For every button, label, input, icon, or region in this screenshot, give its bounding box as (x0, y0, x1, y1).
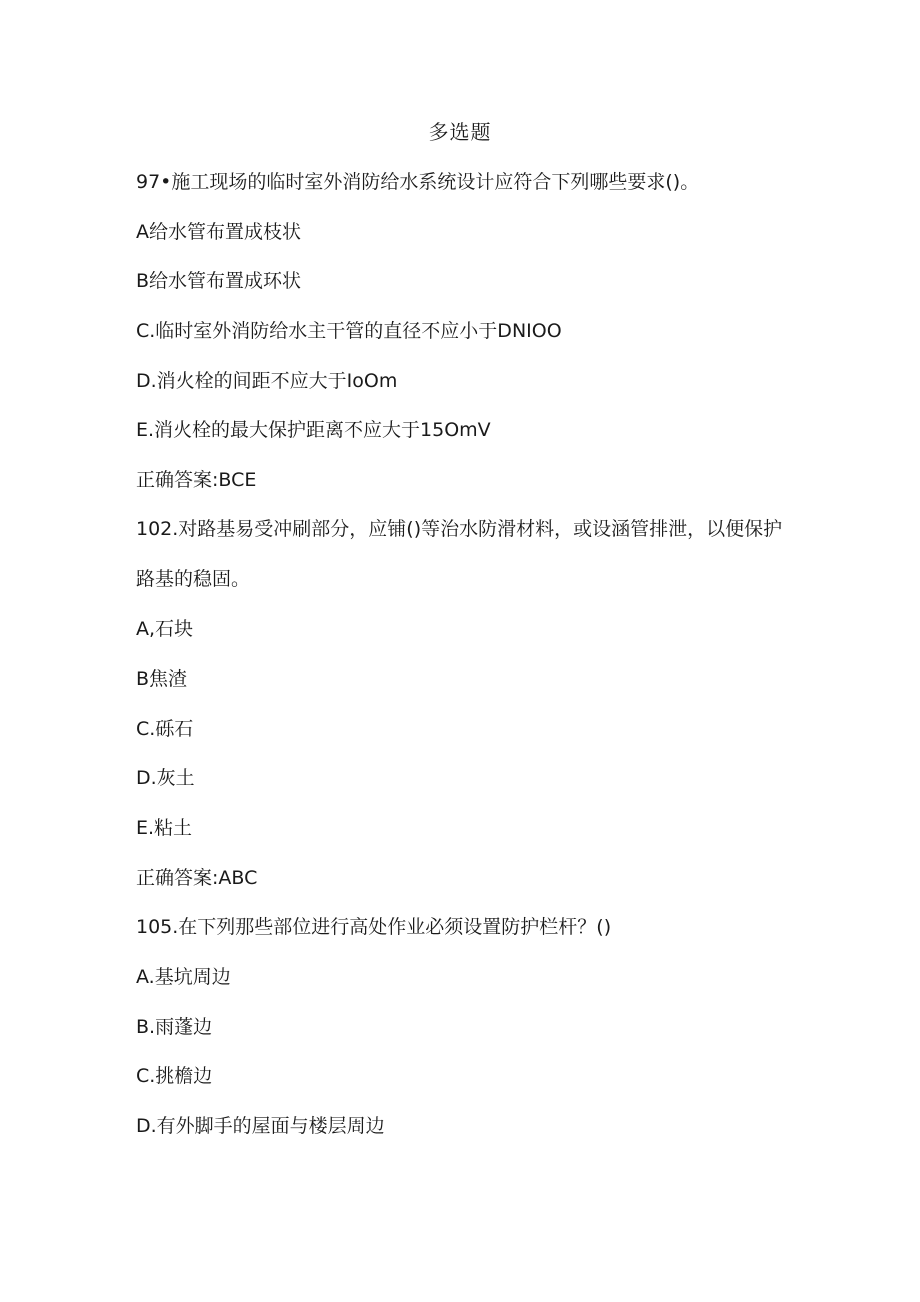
answer: 正确答案:ABC (136, 866, 258, 889)
option-b: B给水管布置成环状 (136, 270, 302, 293)
option-e: E.粘土 (136, 816, 193, 839)
question-102-stem: 102.对路基易受冲刷部分，应铺()等治水防滑材料，或设涵管排泄，以便保护路基的稳固。 (136, 517, 783, 590)
question-97-stem: 97•施工现场的临时室外消防给水系统设计应符合下列哪些要求()。 (136, 171, 700, 193)
option-c: C.砾石 (136, 717, 194, 740)
option-a: A.基坑周边 (136, 966, 231, 989)
option-c: C.挑檐边 (136, 1065, 213, 1088)
question-list (136, 166, 786, 1160)
option-b: B焦渣 (136, 667, 188, 690)
option-d: D.有外脚手的屋面与楼层周边 (136, 1115, 385, 1138)
page-title: 多选题 (428, 120, 492, 144)
option-b: B.雨蓬边 (136, 1015, 213, 1038)
option-d: D.灰土 (136, 767, 195, 790)
question-105-stem: 105.在下列那些部位进行高处作业必须设置防护栏杆？() (136, 916, 612, 939)
answer: 正确答案:BCE (136, 469, 257, 492)
option-c: C.临时室外消防给水主干管的直径不应小于DNIOO (136, 320, 562, 343)
option-e: E.消火栓的最大保护距离不应大于15OmV (136, 419, 491, 442)
option-d: D.消火栓的间距不应大于IoOm (136, 369, 398, 392)
option-a: A给水管布置成枝状 (136, 220, 301, 243)
option-a: A,石块 (136, 618, 194, 641)
